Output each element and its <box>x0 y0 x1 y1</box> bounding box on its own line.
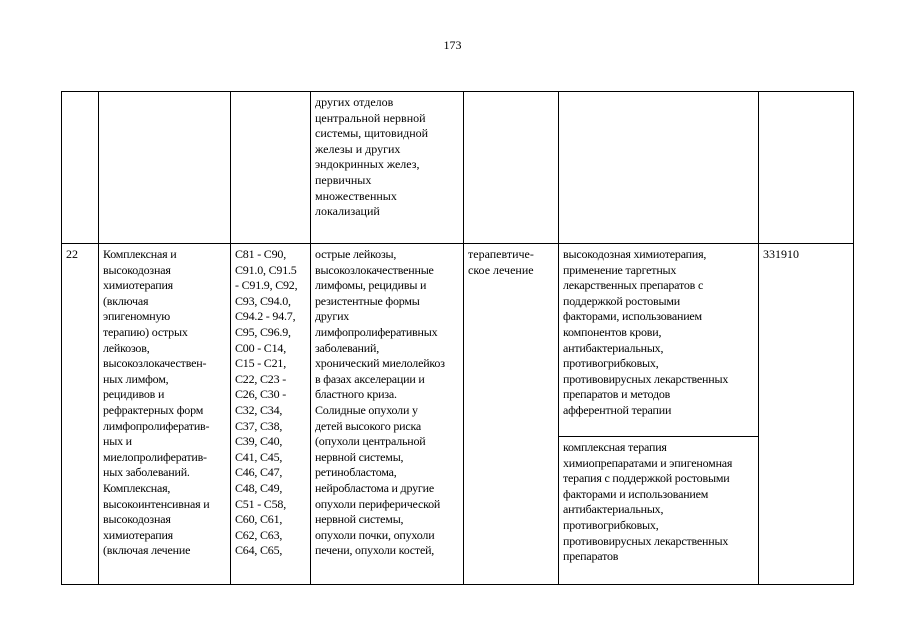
cell-patient-model: других отделов центральной нервной системы, щитовидной железы и других эндокринных желез, первичных множественных локализаций <box>311 92 464 244</box>
cell-patient-model: острые лейкозы, высокозлокачественные лимфомы, рецидивы и резистентные формы других лимфопролиферативных заболеваний, хронический миелолейкоз в фазах акселерации и бластного криза. Солидные опухоли у детей высокого риска (опухоли центральной нервной системы, ретинобластома, нейробластома и другие опухоли периферической нервной системы, опухоли почки, опухоли печени, опухоли костей, <box>311 244 464 585</box>
cell-treatment-method-2: комплексная терапия химиопрепаратами и эпигеномная терапия с поддержкой ростовыми факторами и использованием антибактериальных, противогрибковых, противовирусных лекарственных препаратов <box>559 437 759 585</box>
cell-treatment-method <box>559 92 759 244</box>
cell-number: 22 <box>62 244 99 585</box>
page-number: 173 <box>443 38 462 52</box>
cell-care-name <box>99 92 231 244</box>
cell-icd-codes <box>231 92 311 244</box>
cell-treatment-method-1: высокодозная химиотерапия, применение таргетных лекарственных препаратов с поддержкой ростовыми факторами, использованием компонентов крови, антибактериальных, противогрибковых, противовирусных лекарственных препаратов и методов афферентной терапии <box>559 244 759 437</box>
cell-treatment-type <box>464 92 559 244</box>
table-row-22 <box>62 244 854 437</box>
medical-care-table <box>61 91 854 585</box>
cell-treatment-type: терапевтиче- ское лечение <box>464 244 559 585</box>
cell-number <box>62 92 99 244</box>
table-row-continued <box>62 92 854 244</box>
cell-norm: 331910 <box>759 244 854 585</box>
cell-norm <box>759 92 854 244</box>
cell-care-name: Комплексная и высокодозная химиотерапия (включая эпигеномную терапию) острых лейкозов, высокозлокачествен- ных лимфом, рецидивов и рефрактерных форм лимфопролифератив- ных и миелопролифератив- ных заболеваний. Комплексная, высокоинтенсивная и высокодозная химиотерапия (включая лечение <box>99 244 231 585</box>
cell-icd-codes: C81 - C90, C91.0, C91.5 - C91.9, C92, C93, C94.0, C94.2 - 94.7, C95, C96.9, C00 - C14, C15 - C21, C22, C23 - C26, C30 - C32, C34, C37, C38, C39, C40, C41, C45, C46, C47, C48, C49, C51 - C58, C60, C61, C62, C63, C64, C65, <box>231 244 311 585</box>
